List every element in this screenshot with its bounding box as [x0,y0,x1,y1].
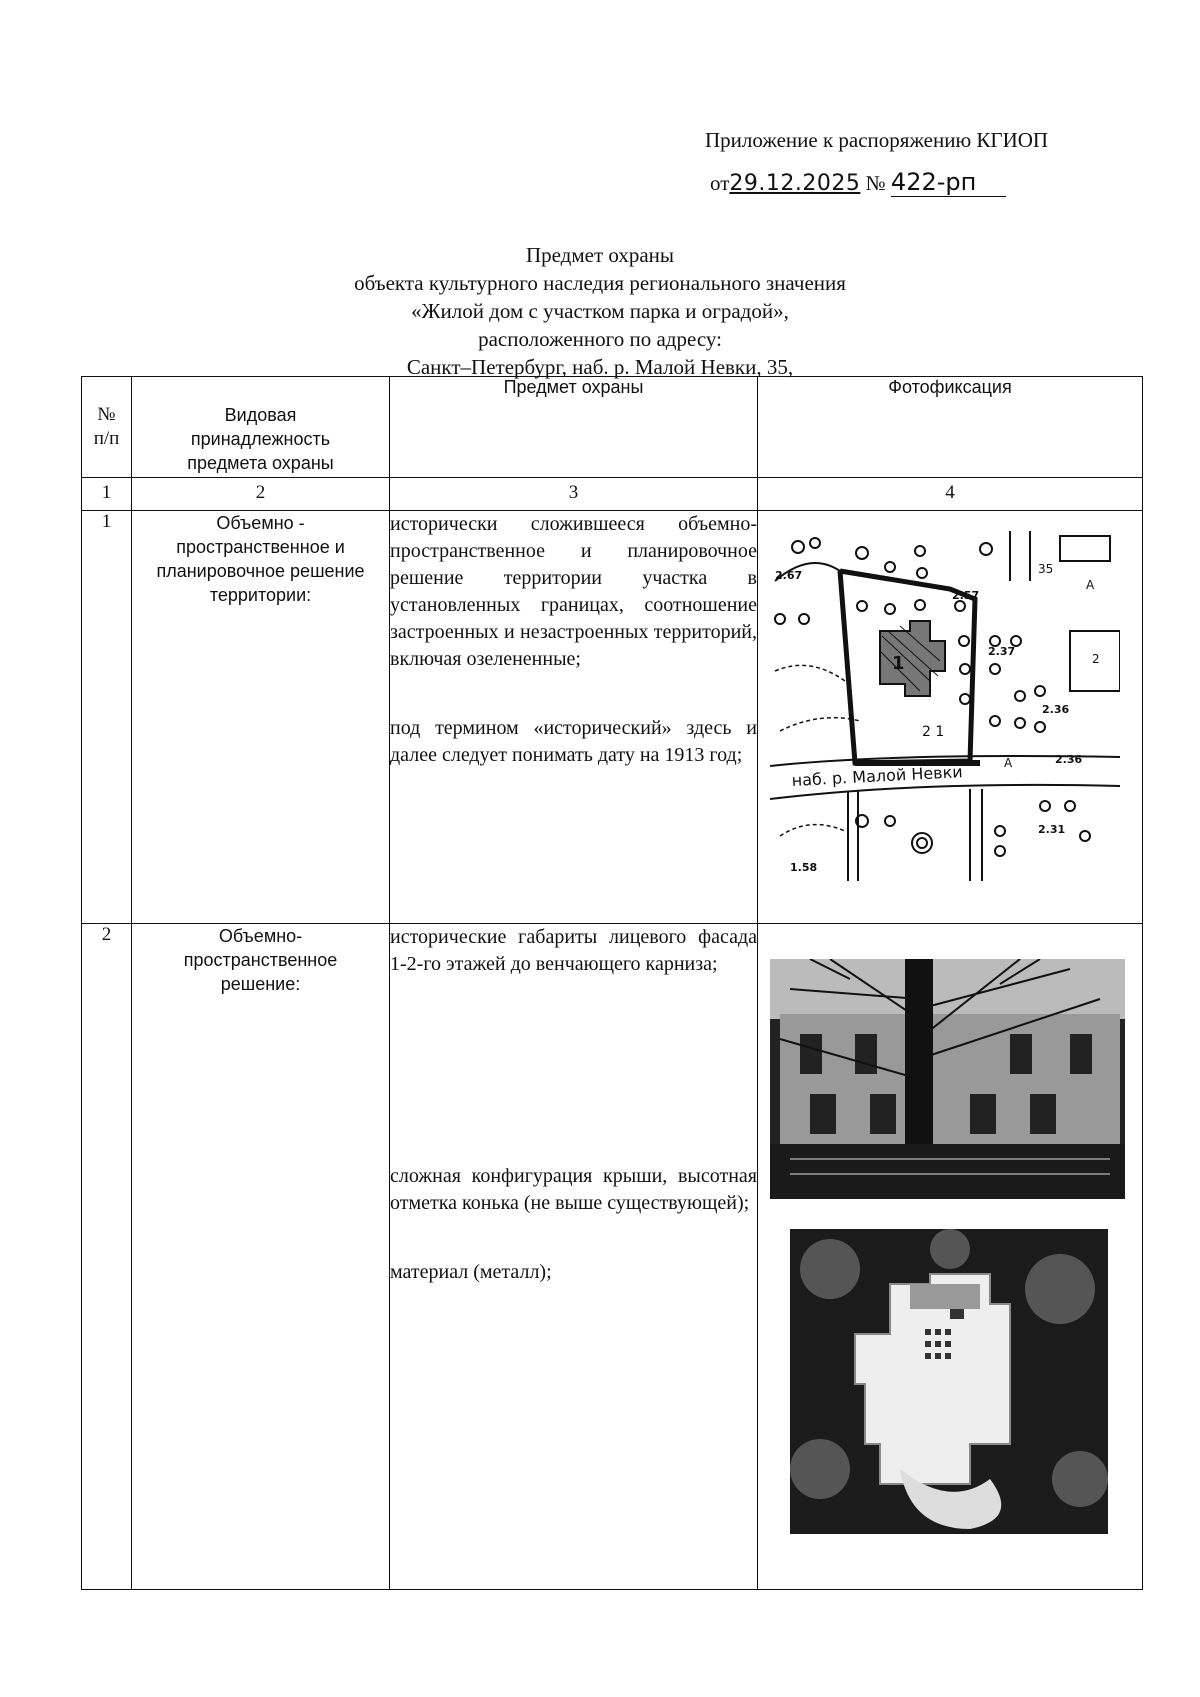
col-index-1: 1 [82,478,132,511]
col-header-subject: Предмет охраны [390,377,758,478]
subject-paragraph: под термином «исторический» здесь и далее следует понимать дату на 1913 год; [390,717,757,766]
map-elevation: 2.31 [1038,823,1066,836]
row-number: 2 [82,924,132,1590]
map-elevation: 2.37 [988,645,1016,658]
facade-photo [770,959,1125,1199]
row-kind: Объемно - пространственное и планировочное решение территории: [132,511,390,924]
map-elevation: 2.36 [1055,753,1083,766]
site-plan-map [770,531,1120,881]
order-number-prefix: № [865,171,886,195]
table-row [82,511,1143,924]
map-plot-number: 1 [892,653,905,674]
map-mark: А [1004,756,1013,770]
title-line-5: Санкт–Петербург, наб. р. Малой Невки, 35, [406,355,794,379]
map-river-label: наб. р. Малой Невки [791,762,964,790]
row-photo [758,924,1143,1590]
title-line-4: расположенного по адресу: [478,327,722,351]
col-index-3: 3 [390,478,758,511]
table-header-row [82,377,1143,478]
col-index-2: 2 [132,478,390,511]
protection-subject-table [81,376,1143,1590]
subject-paragraph: материал (металл); [390,1261,552,1283]
document-title [230,241,970,381]
appendix-caption: Приложение к распоряжению КГИОП [705,128,1049,152]
col-header-kind: Видовая принадлежность предмета охраны [132,377,390,478]
title-line-3: «Жилой дом с участком парка и оградой», [411,299,789,323]
col-header-photo: Фотофиксация [758,377,1143,478]
row-photo [758,511,1143,924]
map-mark: А [1086,578,1095,592]
column-index-row [82,478,1143,511]
map-mark: 2 1 [922,724,945,740]
map-elevation: 1.58 [790,861,818,874]
row-number: 1 [82,511,132,924]
map-mark: 2 [1092,652,1100,666]
order-from-prefix: от [710,171,730,195]
row-subject [390,924,758,1590]
subject-paragraph: исторически сложившееся объемно-пространственное и планировочное решение территории участка в установленных границах, соотношение застроенных и незастроенных территорий, включая озелененные; [390,513,757,670]
subject-paragraph: исторические габариты лицевого фасада 1-2-го этажей до венчающего карниза; [390,926,757,975]
order-date: 29.12.2025 [729,171,861,196]
order-number: 422-рп [891,168,1006,197]
table-row [82,924,1143,1590]
row-subject [390,511,758,924]
map-elevation: 2.36 [1042,703,1070,716]
title-line-2: объекта культурного наследия регионального значения [354,271,846,295]
map-elevation: 2.67 [775,569,803,582]
subject-paragraph: сложная конфигурация крыши, высотная отметка конька (не выше существующей); [390,1165,757,1214]
roof-aerial-photo [790,1229,1108,1534]
col-index-4: 4 [758,478,1143,511]
col-header-number: № п/п [82,377,132,478]
title-line-1: Предмет охраны [525,243,675,267]
map-elevation: 2.57 [952,589,980,602]
row-kind: Объемно- пространственное решение: [132,924,390,1590]
order-reference [710,168,1006,197]
map-house-number: 35 [1038,562,1054,576]
